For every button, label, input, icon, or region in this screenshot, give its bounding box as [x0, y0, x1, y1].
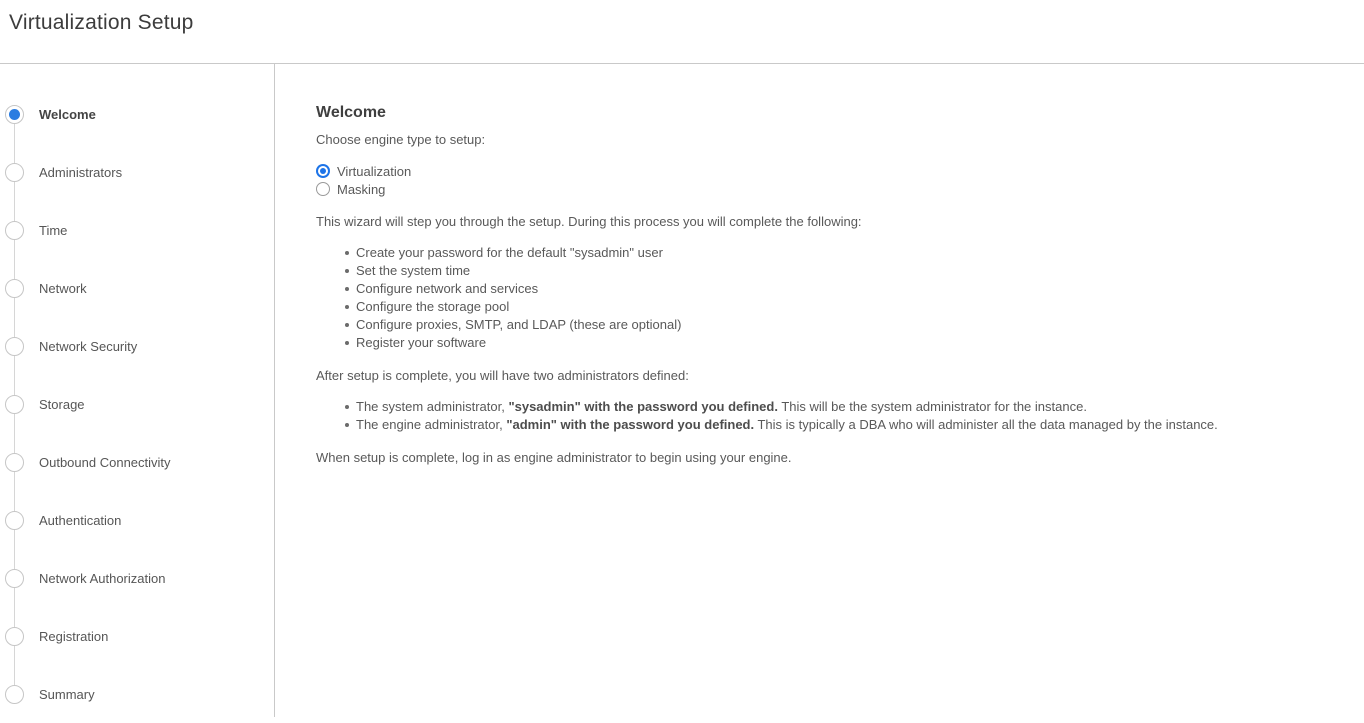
page-title: Virtualization Setup [9, 11, 194, 34]
step-radio-icon [5, 279, 24, 298]
list-item: The system administrator, "sysadmin" with the password you defined. This will be the system administrator for the instance. [356, 398, 1334, 416]
sidebar-item-administrators[interactable]: Administrators [0, 143, 274, 201]
list-item: Create your password for the default "sysadmin" user [356, 244, 1334, 262]
engine-option-virtualization[interactable]: Virtualization [316, 162, 1334, 180]
section-heading: Welcome [316, 104, 386, 121]
sidebar-item-summary[interactable]: Summary [0, 665, 274, 723]
step-radio-icon [5, 337, 24, 356]
radio-selected-icon[interactable] [316, 164, 330, 178]
step-radio-icon [5, 395, 24, 414]
step-radio-icon [5, 163, 24, 182]
sidebar-item-network[interactable]: Network [0, 259, 274, 317]
list-item: Configure proxies, SMTP, and LDAP (these are optional) [356, 316, 1334, 334]
radio-unselected-icon[interactable] [316, 182, 330, 196]
engine-type-radio-group [316, 162, 1334, 198]
list-item: Configure the storage pool [356, 298, 1334, 316]
step-radio-icon [5, 105, 24, 124]
after-setup-text: After setup is complete, you will have two administrators defined: [316, 368, 689, 383]
closing-text: When setup is complete, log in as engine administrator to begin using your engine. [316, 450, 792, 465]
list-item: Set the system time [356, 262, 1334, 280]
sidebar-item-outbound-connectivity[interactable]: Outbound Connectivity [0, 433, 274, 491]
step-radio-icon [5, 511, 24, 530]
main-panel [275, 64, 1364, 717]
sidebar-item-storage[interactable]: Storage [0, 375, 274, 433]
choose-engine-label: Choose engine type to setup: [316, 132, 486, 147]
engine-option-masking[interactable]: Masking [316, 180, 1334, 198]
sidebar-item-welcome[interactable]: Welcome [0, 85, 274, 143]
step-radio-icon [5, 685, 24, 704]
step-radio-icon [5, 221, 24, 240]
step-radio-icon [5, 569, 24, 588]
setup-step-sidebar [0, 64, 275, 717]
wizard-intro-text: This wizard will step you through the setup. During this process you will complete the following: [316, 214, 862, 229]
administrators-list [316, 398, 1334, 434]
list-item: Register your software [356, 334, 1334, 352]
sidebar-item-network-authorization[interactable]: Network Authorization [0, 549, 274, 607]
list-item: Configure network and services [356, 280, 1334, 298]
page-header [0, 0, 1364, 64]
step-radio-icon [5, 627, 24, 646]
sidebar-item-time[interactable]: Time [0, 201, 274, 259]
sidebar-item-network-security[interactable]: Network Security [0, 317, 274, 375]
sidebar-item-registration[interactable]: Registration [0, 607, 274, 665]
step-radio-icon [5, 453, 24, 472]
sidebar-item-authentication[interactable]: Authentication [0, 491, 274, 549]
setup-steps-list [316, 244, 1334, 352]
list-item: The engine administrator, "admin" with the password you defined. This is typically a DBA who will administer all the data managed by the instance. [356, 416, 1334, 434]
content-area [0, 64, 1364, 717]
